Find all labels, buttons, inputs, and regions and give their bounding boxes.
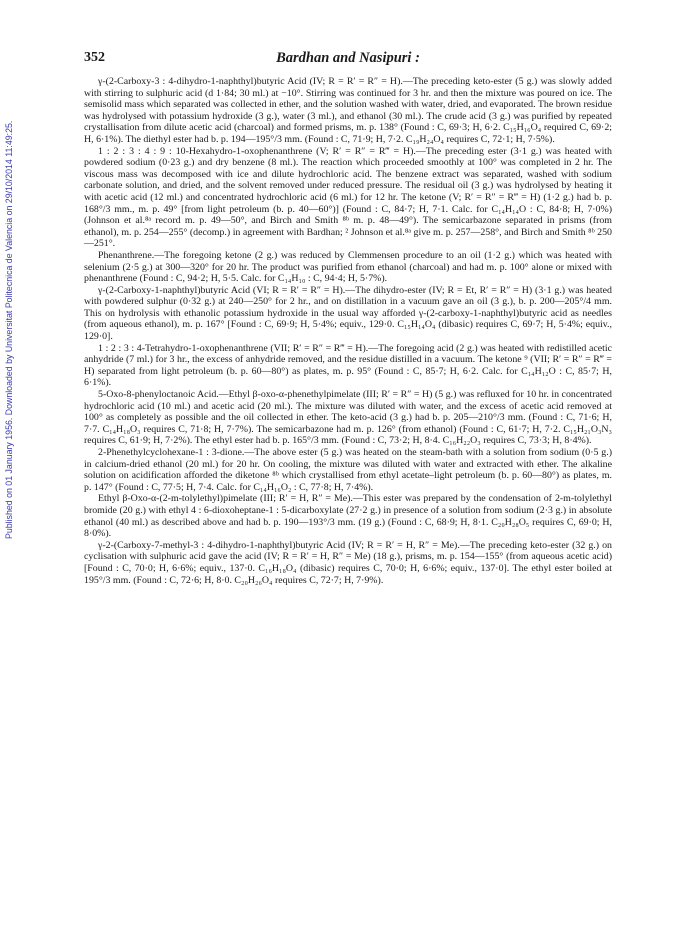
- page-number: 352: [84, 50, 105, 65]
- paragraph-hexahydro-oxophenanthrene: 1 : 2 : 3 : 4 : 9 : 10-Hexahydro-1-oxophenanthrene (V; R′ = R″ = R‴ = H).—The preceding ester (3·1 g.) was heated with powdered sodium (0·23 g.) and dry benzene (8 ml.). The reaction which proceeded smoothly at 100° was completed in 2 hr. The viscous mass was decomposed with ice and dilute hydrochloric acid. The benzene extract was separated, washed with sodium carbonate solution, and dried, and the solvent removed under reduced pressure. The residual oil (3 g.) was hydrolysed by heating it with acetic acid (12 ml.) and concentrated hydrochloric acid (6 ml.) for 12 hr. The ketone (V; R′ = R″ = R‴ = H) (1·2 g.) had b. p. 168°/3 mm., m. p. 49° [from light petroleum (b. p. 40—60°)] (Found : C, 84·7; H, 7·1. Calc. for C₁₄H₁₄O : C, 84·8; H, 7·0%) (Johnson et al.⁸ᵃ record m. p. 49—50°, and Birch and Smith ⁸ᵇ m. p. 48—49°). The semicarbazone separated in prisms (from ethanol), m. p. 254—255° (decomp.) in agreement with Bardhan; ² Johnson et al.⁸ᵃ give m. p. 257—258°, and Birch and Smith ⁸ᵇ 250—251°.: [84, 145, 612, 250]
- paragraph-tetrahydro-oxophenanthrene: 1 : 2 : 3 : 4-Tetrahydro-1-oxophenanthrene (VII; R′ = R″ = R‴ = H).—The foregoing acid (2 g.) was heated with redistilled acetic anhydride (7 ml.) for 3 hr., the excess of anhydride removed, and the residue distilled in a vacuum. The ketone ⁹ (VII; R′ = R″ = R‴ = H) separated from light petroleum (b. p. 60—80°) as plates, m. p. 95° (Found : C, 85·7; H, 6·2. Calc. for C₁₄H₁₂O : C, 85·7; H, 6·1%).: [84, 342, 612, 389]
- download-notice-text: Published on 01 January 1956. Downloaded by Universitat Politecnica de Valencia on 29/10/2014 11:49:25.: [4, 120, 14, 540]
- paragraph-phenethylcyclohexanedione: 2-Phenethylcyclohexane-1 : 3-dione.—The above ester (5 g.) was heated on the steam-bath with a solution from sodium (0·5 g.) in calcium-dried ethanol (20 ml.) for 20 hr. On cooling, the mixture was diluted with water and extracted with ether. The alkaline solution on acidification afforded the diketone ⁸ᵇ which crystallised from ethyl acetate–light petroleum (b. p. 60—80°) as plates, m. p. 147° (Found : C, 77·5; H, 7·4. Calc. for C₁₄H₁₆O₂ : C, 77·8; H, 7·4%).: [84, 447, 612, 493]
- paragraph-carboxy-naphthyl-butyric-acid: γ-(2-Carboxy-1-naphthyl)butyric Acid (VI; R = R′ = R″ = H).—The dihydro-ester (IV; R = Et, R′ = R″ = H) (3·1 g.) was heated with powdered sulphur (0·32 g.) at 240—250° for 2 hr., and on distillation in a vacuum gave an oil (3 g.), b. p. 200—205°/4 mm. This on hydrolysis with ethanolic potassium hydroxide in the usual way afforded γ-(2-carboxy-1-naphthyl)butyric acid as needles (from aqueous ethanol), m. p. 167° [Found : C, 69·9; H, 5·4%; equiv., 129·0. C₁₅H₁₄O₄ (dibasic) requires C, 69·7; H, 5·4%; equiv., 129·0].: [84, 284, 612, 343]
- article-body: [84, 76, 612, 586]
- page: [84, 50, 612, 586]
- page-header: [84, 50, 612, 76]
- paragraph-butyric-acid-iv: γ-(2-Carboxy-3 : 4-dihydro-1-naphthyl)butyric Acid (IV; R = R′ = R″ = H).—The preceding keto-ester (5 g.) was slowly added with stirring to sulphuric acid (d 1·84; 30 ml.) at −10°. Stirring was continued for 3 hr. and then the mixture was poured on ice. The semisolid mass which separated was collected in ether, and the solution washed with water, dried, and evaporated. The brown residue was hydrolysed with potassium hydroxide (3 g.), water (3 ml.), and ethanol (30 ml.). The crude acid (3 g.) was purified by repeated crystallisation from dilute acetic acid (charcoal) and formed prisms, m. p. 138° (Found : C, 69·3; H, 6·2. C₁₅H₁₆O₄ required C, 69·2; H, 6·1%). The diethyl ester had b. p. 194—195°/3 mm. (Found : C, 71·9; H, 7·2. C₁₉H₂₄O₄ requires C, 72·1; H, 7·5%).: [84, 76, 612, 145]
- download-notice-sidebar: [2, 40, 18, 620]
- paragraph-oxo-phenyloctanoic-acid: 5-Oxo-8-phenyloctanoic Acid.—Ethyl β-oxo-α-phenethylpimelate (III; R′ = R″ = H) (5 g.) was refluxed for 10 hr. in concentrated hydrochloric acid (10 ml.) and acetic acid (20 ml.). The mixture was diluted with water, and the excess of acetic acid removed at 100° as completely as possible and the oil collected in ether. The keto-acid (3 g.) had b. p. 205—210°/3 mm. (Found : C, 71·6; H, 7·7. C₁₄H₁₈O₃ requires C, 71·8; H, 7·7%). The semicarbazone had m. p. 126° (from ethanol) (Found : C, 61·7; H, 7·2. C₁₅H₂₁O₃N₃ requires C, 61·9; H, 7·2%). The ethyl ester had b. p. 165°/3 mm. (Found : C, 73·2; H, 8·4. C₁₆H₂₂O₃ requires C, 73·3; H, 8·4%).: [84, 389, 612, 447]
- running-title: Bardhan and Nasipuri :: [276, 50, 420, 66]
- paragraph-phenanthrene: Phenanthrene.—The foregoing ketone (2 g.) was reduced by Clemmensen procedure to an oil (1·2 g.) which was heated with selenium (2·5 g.) at 300—320° for 20 hr. The product was purified from ethanol (charcoal) and had m. p. 100° alone or mixed with phenanthrene (Found : C, 94·2; H, 5·5. Calc. for C₁₄H₁₀ : C, 94·4; H, 5·7%).: [84, 249, 612, 285]
- paragraph-tolylethyl-pimelate: Ethyl β-Oxo-α-(2-m-tolylethyl)pimelate (III; R′ = H, R″ = Me).—This ester was prepared by the condensation of 2-m-tolylethyl bromide (20 g.) with ethyl 4 : 6-dioxoheptane-1 : 5-dicarboxylate (27·2 g.) in presence of a solution from sodium (2·3 g.) in absolute ethanol (40 ml.) as described above and had b. p. 190—193°/3 mm. (19 g.) (Found : C, 68·9; H, 8·1. C₂₀H₂₈O₅ requires C, 69·0; H, 8·0%).: [84, 493, 612, 540]
- paragraph-methyl-dihydronaphthyl-butyric-acid: γ-2-(Carboxy-7-methyl-3 : 4-dihydro-1-naphthyl)butyric Acid (IV; R = R′ = H, R″ = Me).—The preceding keto-ester (32 g.) on cyclisation with sulphuric acid gave the acid (IV; R = R′ = H, R″ = Me) (18 g.), prisms, m. p. 154—155° (from aqueous acetic acid) [Found : C, 70·0; H, 6·6%; equiv., 137·0. C₁₆H₁₈O₄ (dibasic) requires C, 70·0; H, 6·6%; equiv., 137·0]. The ethyl ester boiled at 195°/3 mm. (Found : C, 72·6; H, 8·0. C₂₀H₂₆O₄ requires C, 72·7; H, 7·9%).: [84, 539, 612, 586]
